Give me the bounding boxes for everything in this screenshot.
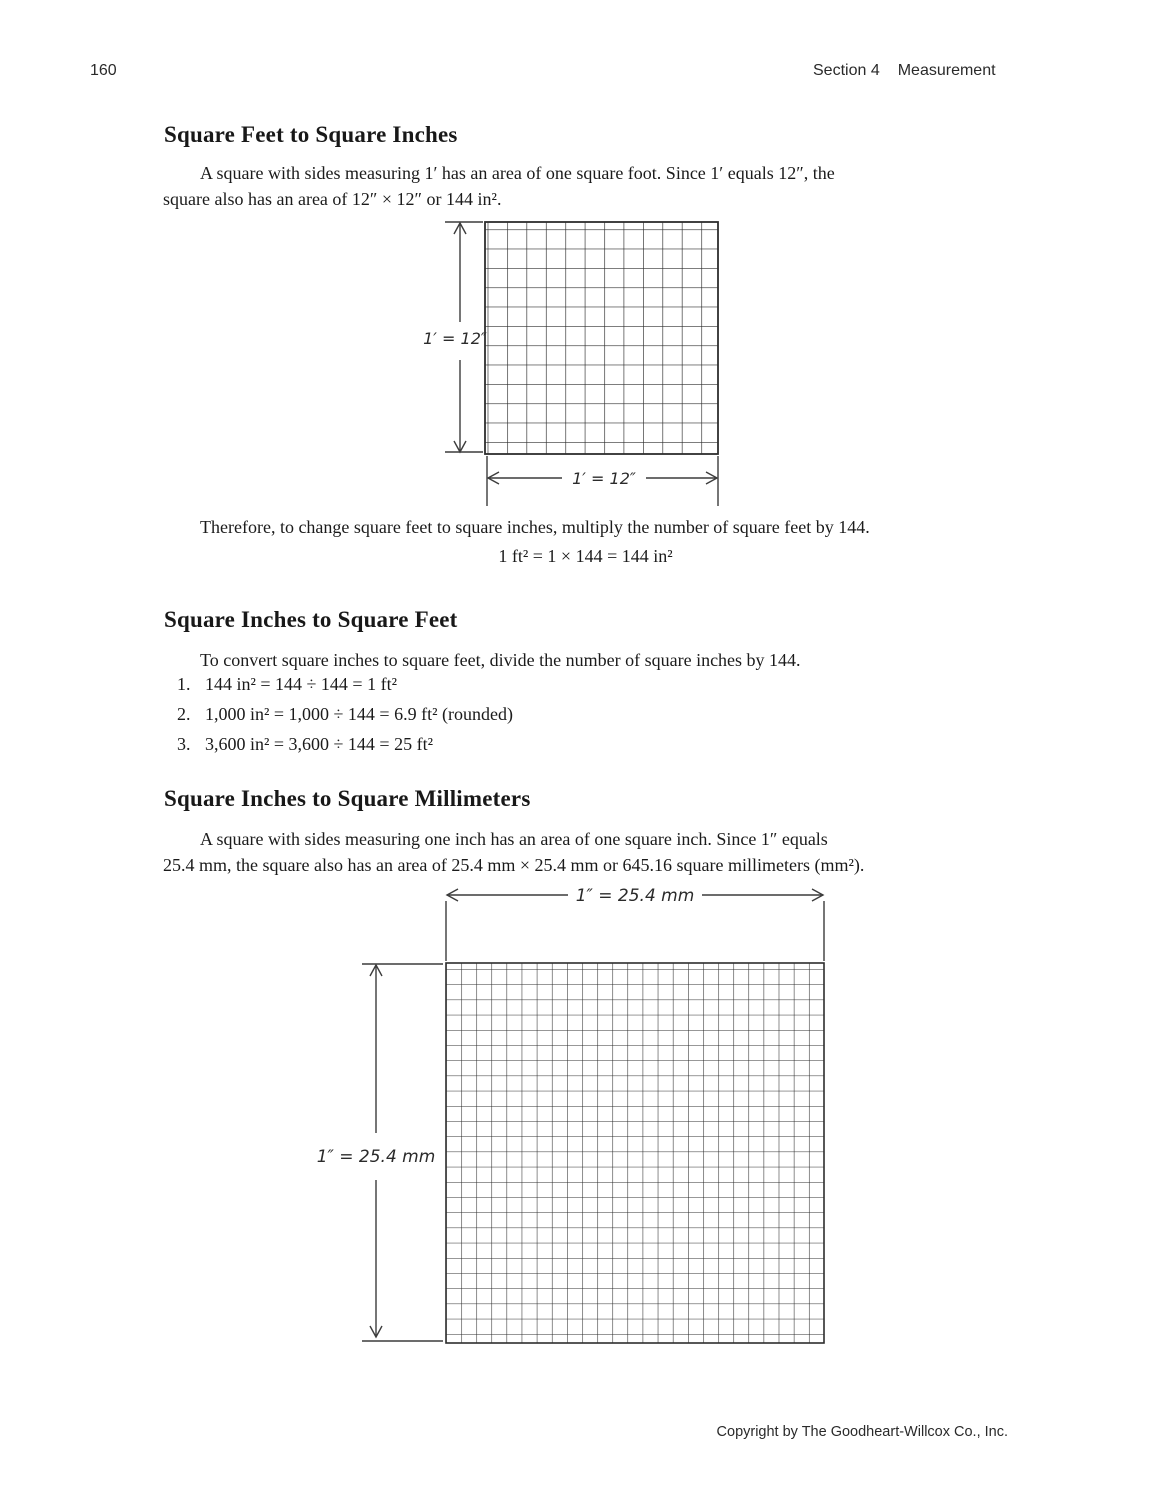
copyright-notice: Copyright by The Goodheart-Willcox Co., Inc. [716,1424,1008,1440]
grid-12x12 [485,222,718,454]
fig1-side-dimension-label: 1′ = 12″ [423,329,487,348]
section-label: Section 4 [813,62,880,79]
list-item-text: 3,600 in² = 3,600 ÷ 144 = 25 ft² [205,734,433,754]
para-convert-intro [163,647,1008,673]
section-title: Measurement [897,62,996,79]
page-number: 160 [90,62,117,79]
figure-square-inch-mm-grid [310,878,865,1368]
heading-square-inches-to-square-feet: Square Inches to Square Feet [164,607,458,632]
list-item-text: 1,000 in² = 1,000 ÷ 144 = 6.9 ft² (rounded) [205,704,513,724]
grid-25x25 [446,963,824,1343]
fig2-side-dimension-label: 1″ = 25.4 mm [316,1147,436,1167]
heading-square-feet-to-square-inches: Square Feet to Square Inches [164,122,458,147]
para-square-inch-intro [163,826,1015,878]
para-line: A square with sides measuring one inch has an area of one square inch. Since 1″ equals [200,829,828,849]
para-line: To convert square inches to square feet, divide the number of square inches by 144. [200,650,801,670]
fig2-top-dimension-label: 1″ = 25.4 mm [575,886,695,906]
example-list [177,674,997,764]
list-item-number: 1. [177,674,191,694]
equation-ft2-to-in2: 1 ft² = 1 × 144 = 144 in² [498,546,673,566]
para-line: Therefore, to change square feet to square inches, multiply the number of square feet by 144. [200,517,870,537]
figure-square-foot-grid [410,210,805,510]
list-item [177,674,997,704]
para-therefore [163,514,1008,540]
para-square-foot-intro [163,160,1008,212]
list-item-number: 2. [177,704,191,724]
list-item [177,704,997,734]
heading-square-inches-to-square-millimeters: Square Inches to Square Millimeters [164,786,531,811]
fig1-bottom-dimension-label: 1′ = 12″ [572,469,636,488]
para-line: square also has an area of 12″ × 12″ or 144 in². [163,189,502,209]
list-item-number: 3. [177,734,191,754]
list-item-text: 144 in² = 144 ÷ 144 = 1 ft² [205,674,397,694]
list-item [177,734,997,764]
section-header [813,62,996,80]
para-line: 25.4 mm, the square also has an area of 25.4 mm × 25.4 mm or 645.16 square millimeters (mm²). [163,855,865,875]
para-line: A square with sides measuring 1′ has an area of one square foot. Since 1′ equals 12″, the [200,163,835,183]
